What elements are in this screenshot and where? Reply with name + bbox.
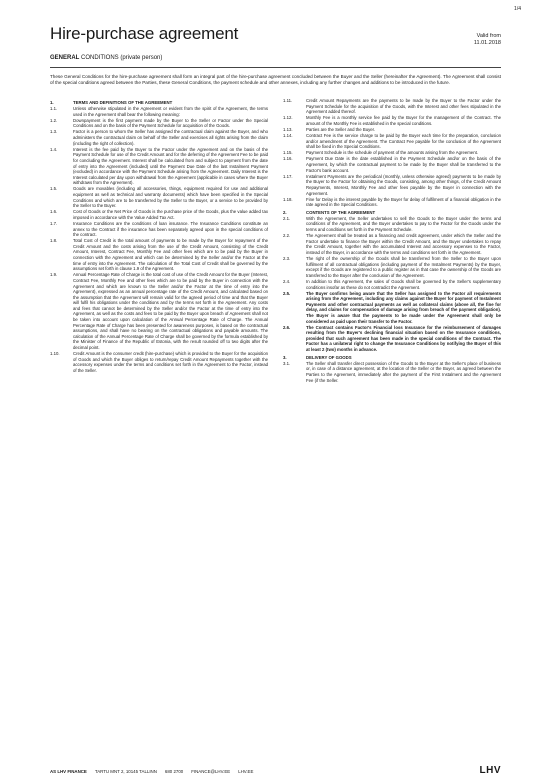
clause-text: TERMS AND DEFINITIONS OF THE AGREEMENT bbox=[73, 100, 173, 105]
page-number: 1/4 bbox=[514, 6, 521, 12]
clause-number: 1.12. bbox=[283, 115, 293, 121]
clause-text: CONTENTS OF THE AGREEMENT bbox=[306, 209, 376, 215]
clause-number: 2.5. bbox=[283, 290, 291, 296]
clause-text: DELIVERY OF GOODS bbox=[306, 354, 352, 360]
clause-item bbox=[50, 147, 268, 186]
validity-block bbox=[474, 33, 501, 47]
clause-text: Interest is the fee paid by the Buyer to the Factor under the Agreement and on the basis of the Payment Schedule for use of the Credit Amount and for the deferring of the Agreement Fee to be paid for concluding the Agreement. Interest shall be calculated from and subject to payment from the date of entry into the Agreement (included) until the Payment Due Date of the last Instalment Payment (excluded) in accordance with the Payment Schedule arising from the Agreement. Daily Interest is the Interest calculated per day upon withdrawal from the Agreement (applicable in cases where the Buyer withdraws from the Agreement). bbox=[73, 146, 268, 186]
clause-number: 1.8. bbox=[50, 238, 58, 244]
clause-item bbox=[283, 115, 501, 126]
subtitle-bold: GENERAL bbox=[50, 55, 80, 61]
clause-number: 2.3. bbox=[283, 256, 291, 262]
clause-item bbox=[283, 233, 501, 255]
clause-text: Factor is a person to whom the Seller has assigned the contractual claim against the Buyer, and who administers the contractual claim on behalf of the Seller and exercises all rights arising from the claim (including the right of collection). bbox=[73, 129, 268, 146]
clause-text: With the Agreement, the Seller undertakes to sell the Goods to the Buyer under the terms and conditions of the Agreement, and the Buyer undertakes to pay to the Factor for the Goods under the terms and conditions set forth in the Payment Schedule. bbox=[306, 215, 501, 233]
clause-number: 1.13. bbox=[283, 126, 293, 132]
footer-web[interactable]: LHV.EE bbox=[238, 769, 254, 774]
valid-from-label: Valid from bbox=[476, 33, 501, 39]
section-heading bbox=[283, 355, 501, 361]
footer-address: TARTU MNT 2, 10145 TALLINN bbox=[94, 769, 157, 774]
footer-phone: 680 2700 bbox=[164, 769, 184, 774]
clause-number: 3. bbox=[283, 354, 287, 360]
header-divider bbox=[50, 67, 501, 68]
clause-item bbox=[50, 129, 268, 146]
clause-item bbox=[50, 351, 268, 373]
clause-text: Downpayment is the first payment made by the Buyer to the Seller or Factor under the Special Conditions and on the basis of the Payment Schedule for acquisition of the Goods. bbox=[73, 117, 268, 129]
clause-number: 1.4. bbox=[50, 146, 58, 152]
clause-text: Total Cost of Credit is the total amount of payments to be made by the Buyer for repayment of the Credit Amount and the costs arising from the use of the Credit Amount, consisting of the Credit Amount, Interest, Contract Fee, Monthly Fee and other fees which are to be paid by the Buyer in connection with the Agreement and which can be determined by the Seller and/or the Factor at the time of entry into the Agreement. The calculation of the Total Cost of Credit shall be governed by the assumptions set forth in clause 1.9 of the Agreement. bbox=[73, 238, 268, 272]
clause-text: The Contract contains Factor's Financial loss Insurance for the reimbursement of damages resulting from the Buyer's declining financial situation based on the Insurance conditions, provided that such agreement has been made in the special conditions of the Contract. The Factor has a unilateral right to change the Insurance Conditions by notifying the Buyer of this at least 2 (two) months in advance. bbox=[306, 324, 501, 353]
clause-item bbox=[283, 174, 501, 196]
intro-paragraph: These General Conditions for the hire-purchase agreement shall form an integral part of the hire-purchase agreement concluded between the Buyer and the Seller (hereinafter the Agreement). The Agreement shall consist of the special conditions agreed between the Parties, these General Conditions, the payment schedule and other annexes, including any further changes and additions to be introduced in the future. bbox=[50, 74, 501, 85]
clause-item bbox=[283, 127, 501, 133]
subtitle-rest: CONDITIONS (private person) bbox=[79, 55, 163, 61]
clause-text: Payment Schedule is the schedule of payment of the amounts arising from the Agreement. bbox=[306, 150, 478, 156]
clause-text: Unless otherwise stipulated in the Agreement or evident from the spirit of the Agreement, the terms used in the Agreement shall bear the following meaning: bbox=[73, 106, 268, 117]
clause-text: Credit Amount Repayments are the payments to be made by the Buyer to the Factor under the Payment Schedule for the acquisition of the Goods, with the Interest and other fees stipulated in the Agreement added thereof. bbox=[306, 98, 501, 115]
clause-text: Contract Fee is the service charge to be paid by the Buyer each time for the preparation, conclusion and/or amendment of the Agreement. The Contract Fee payable for the conclusion of the Agreement shall be fixed in the Special Conditions. bbox=[306, 133, 501, 150]
clause-item bbox=[283, 98, 501, 115]
clause-item bbox=[283, 216, 501, 233]
clause-item bbox=[283, 133, 501, 150]
clause-text: Monthly Fee is a monthly service fee paid by the Buyer for the management of the Contract. The amount of the Monthly Fee is established in the special conditions. bbox=[306, 115, 501, 126]
page-footer bbox=[50, 768, 501, 775]
document-subtitle bbox=[50, 55, 162, 61]
clause-number: 1.6. bbox=[50, 209, 58, 215]
clause-text: Annual Percentage Rate of Charge is the total cost of use of the Credit Amount for the Buyer (Interest, Contract Fee, Monthly Fee and other fees which are to be paid by the Buyer in connection with the Agreement and which are known to the Seller and/or the Factor at the time of entry into the Agreement), expressed as an annual percentage rate of the Credit Amount, and calculated based on the assumption that the Agreement will remain valid for the agreed period of time and that the Buyer will fulfil his obligations under the conditions and by the terms set forth in the Agreement. Any costs and fees that cannot be determined by the Seller and/or the Factor at the time of entry into the Agreement, as well as the costs and fees to be paid by the Buyer upon breach of Agreement shall not be taken into account upon calculation of the Annual Percentage Rate of Charge. The Annual Percentage Rate of Charge has been presented for awareness purposes, is based on the contractual assumptions, and shall have no bearing on the contractual obligations and payable amounts. The calculation of the Annual Percentage Rate of Charge shall be governed by the formula established by the Minister of Finance of the Republic of Estonia, with the result rounded off to two digits after the decimal point. bbox=[73, 272, 268, 351]
clause-number: 1. bbox=[50, 100, 54, 105]
clause-number: 1.17. bbox=[283, 173, 293, 179]
clause-text: The right of the ownership of the Goods shall be transferred from the Seller to the Buyer upon fulfilment of all contractual obligations (including payment of the Instalment Payments) by the Buyer, except if the Goods are registered to a public register as in that case the ownership of the Goods are transferred to the Buyer after the conclusion of the Agreement. bbox=[306, 256, 501, 278]
section-heading bbox=[50, 100, 268, 106]
clause-number: 1.3. bbox=[50, 129, 58, 135]
clause-text: The Seller shall transfer direct possession of the Goods to the Buyer at the Seller's place of business or, in case of a distance agreement, at the location of the Seller or the Buyer, as agreed between the Parties to the Agreement, immediately after the payment of the First Instalment and the Agreement Fee (if the Seller. bbox=[306, 360, 501, 383]
clause-item bbox=[283, 291, 501, 325]
clause-item bbox=[50, 272, 268, 350]
clause-item bbox=[283, 256, 501, 278]
clause-text: Goods are movables (including all accessories, things, equipment required for use and additional equipment as well as technical and warranty documents) which have been specified in the Special Conditions and which are to be transferred by the Seller to the Buyer, or a service to be provided by the Seller to the Buyer. bbox=[73, 186, 268, 209]
clause-text: The Agreement shall be treated as a financing and credit agreement, under which the Seller and the Factor undertake to finance the Buyer within the Credit Amount, and the Buyer undertakes to repay the Credit Amount, together with the accumulated Interest and accessory expenses to the Factor, instead of the Buyer, in accordance with the terms and conditions set forth in the Agreement. bbox=[306, 233, 501, 255]
footer-company: AS LHV FINANCE bbox=[50, 769, 87, 774]
document-title: Hire-purchase agreement bbox=[50, 24, 239, 43]
clause-item bbox=[283, 156, 501, 173]
clauses-body bbox=[50, 98, 501, 763]
clause-text: Credit Amount is the consumer credit (hire-purchase) which is provided to the Buyer for the acquisition of Goods and which the Buyer obliges to return/repay Credit Amount Repayments together with the accessory expenses under the terms and conditions set forth in the Agreement to the Factor, instead of the Seller. bbox=[73, 351, 268, 373]
right-column bbox=[283, 98, 501, 384]
clause-text: Fine for Delay is the interest payable by the Buyer for delay of fulfilment of a financial obligation in the rate agreed in the Special Conditions. bbox=[306, 196, 501, 208]
clause-number: 1.5. bbox=[50, 186, 58, 192]
footer-email[interactable]: FINANCE@LHV.EE bbox=[191, 769, 231, 774]
clause-number: 3.1. bbox=[283, 360, 291, 366]
clause-number: 1.10. bbox=[50, 351, 60, 357]
clause-item bbox=[283, 150, 501, 156]
clause-text: In addition to this Agreement, the sales of Goods shall be governed by the Seller's supplementary conditions insofar as these do not contradict the Agreement. bbox=[306, 278, 501, 290]
clause-item bbox=[50, 118, 268, 129]
clause-number: 2.6. bbox=[283, 324, 291, 330]
clause-text: Cost of Goods or the Net Price of Goods is the purchase price of the Goods, plus the value added tax imposed in accordance with the Value Added Tax Act. bbox=[73, 209, 268, 220]
valid-from-date: 11.01.2018 bbox=[473, 40, 501, 46]
clause-item bbox=[283, 279, 501, 290]
clause-item bbox=[50, 238, 268, 272]
clause-text: The Buyer confirms being aware that the Seller has assigned to the Factor all requirements arising from the Agreement, including any claims against the Buyer for payment of Instalment Payments and other contractual payments as well as collateral claims (above all, the fine for delay, and claims for compensation of damage arising from breach of the payment obligation). The Buyer is aware that the payments to be made under the Agreement shall only be considered as paid upon their transfer to the Factor. bbox=[306, 290, 501, 324]
clause-number: 1.18. bbox=[283, 196, 293, 202]
clause-item bbox=[283, 361, 501, 383]
clause-text: Parties are the Seller and the Buyer. bbox=[306, 126, 376, 132]
clause-number: 1.14. bbox=[283, 133, 293, 139]
clause-number: 2.2. bbox=[283, 233, 291, 239]
section-heading bbox=[283, 210, 501, 216]
left-column bbox=[50, 98, 268, 374]
clause-number: 1.16. bbox=[283, 156, 293, 162]
clause-item bbox=[283, 197, 501, 208]
clause-item bbox=[50, 106, 268, 117]
clause-number: 1.1. bbox=[50, 106, 58, 112]
clause-item bbox=[50, 186, 268, 208]
clause-number: 1.11. bbox=[283, 98, 293, 103]
clause-item bbox=[50, 221, 268, 238]
lhv-logo: LHV bbox=[479, 765, 501, 776]
clause-number: 2.4. bbox=[283, 278, 291, 284]
clause-text: Payment Due Date is the date established in the Payment Schedule and/or on the basis of the Agreement, by which the contractual payment to be made by the Buyer shall be transferred to the Factor's bank account. bbox=[306, 156, 501, 173]
clause-text: Instalment Payments are the periodical (monthly, unless otherwise agreed) payments to be made by the Buyer to the Factor for obtaining the Goods, consisting, among other things, of the Credit Amount Repayments, Interest, Monthly Fee and other fees payable by the Buyer in connection with the Agreement. bbox=[306, 173, 501, 196]
clause-number: 1.7. bbox=[50, 220, 58, 226]
clause-item bbox=[283, 325, 501, 353]
clause-number: 1.9. bbox=[50, 272, 58, 278]
clause-number: 2.1. bbox=[283, 215, 291, 221]
clause-number: 1.2. bbox=[50, 117, 58, 123]
clause-text: Insurance Conditions are the conditions of loan insurance. The Insurance Conditions constitute an annex to the Contract if the insurance has been separately agreed upon in the special conditions of the contract. bbox=[73, 220, 268, 238]
clause-item bbox=[50, 209, 268, 220]
clause-number: 1.15. bbox=[283, 150, 293, 156]
clause-number: 2. bbox=[283, 209, 287, 215]
